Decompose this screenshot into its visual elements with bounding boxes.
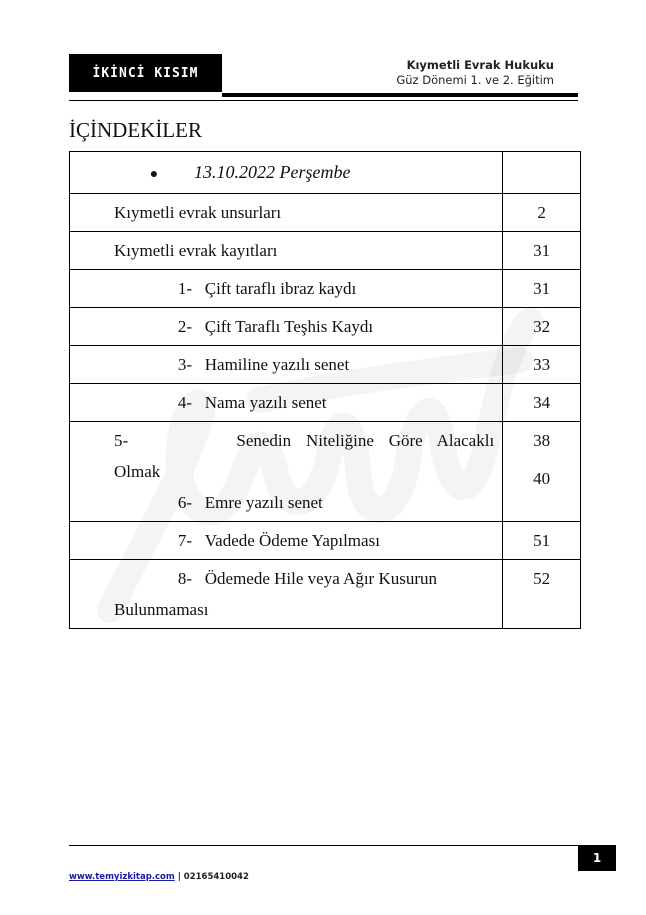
header-rule-thick — [222, 93, 578, 97]
toc-row[interactable] — [70, 270, 581, 308]
toc-entry-text: Çift taraflı ibraz kaydı — [204, 279, 357, 298]
toc-date-row — [70, 152, 581, 194]
toc-entry-number: 2- — [177, 317, 192, 336]
toc-date-heading: 13.10.2022 Perşembe — [194, 162, 351, 182]
phone-number: 02165410042 — [183, 872, 249, 882]
toc-row[interactable] — [70, 194, 581, 232]
toc-entry-text: Ödemede Hile veya Ağır Kusurun — [204, 569, 438, 588]
toc-entry-text: Bulunmaması — [114, 600, 209, 619]
footer-separator: | — [177, 872, 181, 882]
toc-page-number: 32 — [503, 308, 581, 346]
toc-page-number: 33 — [503, 346, 581, 384]
toc-entry-text: Senedin Niteliğine Göre Alacaklı — [236, 431, 495, 450]
course-title: Kıymetli Evrak Hukuku — [406, 58, 554, 72]
toc-entry-text: Emre yazılı senet — [204, 493, 323, 512]
toc-entry-number: 3- — [177, 355, 192, 374]
toc-entry-text: Kıymetli evrak unsurları — [114, 203, 282, 222]
toc-entry-line — [114, 425, 494, 456]
toc-page-number: 31 — [503, 270, 581, 308]
toc-row[interactable] — [70, 384, 581, 422]
page-number: 1 — [578, 845, 616, 871]
toc-entry-text: Kıymetli evrak kayıtları — [114, 241, 278, 260]
toc-entry-text: Nama yazılı senet — [204, 393, 327, 412]
website-link[interactable]: www.temyizkitap.com — [69, 872, 175, 882]
toc-row[interactable] — [70, 346, 581, 384]
toc-page-number: 52 — [503, 560, 581, 629]
toc-page-number: 31 — [503, 232, 581, 270]
bullet-icon: ● — [149, 167, 159, 182]
course-header — [396, 58, 554, 88]
toc-page-number: 51 — [503, 522, 581, 560]
toc-entry-text: Vadede Ödeme Yapılması — [204, 531, 380, 550]
toc-entry-number: 7- — [177, 531, 192, 550]
toc-row[interactable] — [70, 308, 581, 346]
course-subtitle: Güz Dönemi 1. ve 2. Eğitim — [396, 73, 554, 87]
toc-page-number: 40 — [533, 469, 551, 488]
footer-rule — [69, 845, 616, 846]
toc-entry-text: Olmak — [114, 462, 161, 481]
header-rule-thin — [69, 100, 578, 101]
toc-page-number: 38 — [533, 431, 551, 450]
toc-entry-number: 5- — [114, 431, 129, 450]
toc-entry-number: 6- — [177, 493, 192, 512]
toc-row[interactable] — [70, 560, 581, 629]
toc-table — [69, 151, 581, 629]
footer-contact — [69, 872, 249, 882]
toc-row[interactable] — [70, 522, 581, 560]
toc-entry-text: Hamiline yazılı senet — [204, 355, 350, 374]
toc-row[interactable] — [70, 232, 581, 270]
toc-entry-number: 8- — [177, 569, 192, 588]
toc-entry-number: 4- — [177, 393, 192, 412]
toc-title: İÇİNDEKİLER — [69, 118, 202, 142]
toc-entry-text: Çift Taraflı Teşhis Kaydı — [204, 317, 374, 336]
toc-page-number: 2 — [503, 194, 581, 232]
toc-page-number: 34 — [503, 384, 581, 422]
toc-row[interactable] — [70, 422, 581, 522]
section-label: İKİNCİ KISIM — [69, 54, 222, 92]
toc-entry-number: 1- — [177, 279, 192, 298]
